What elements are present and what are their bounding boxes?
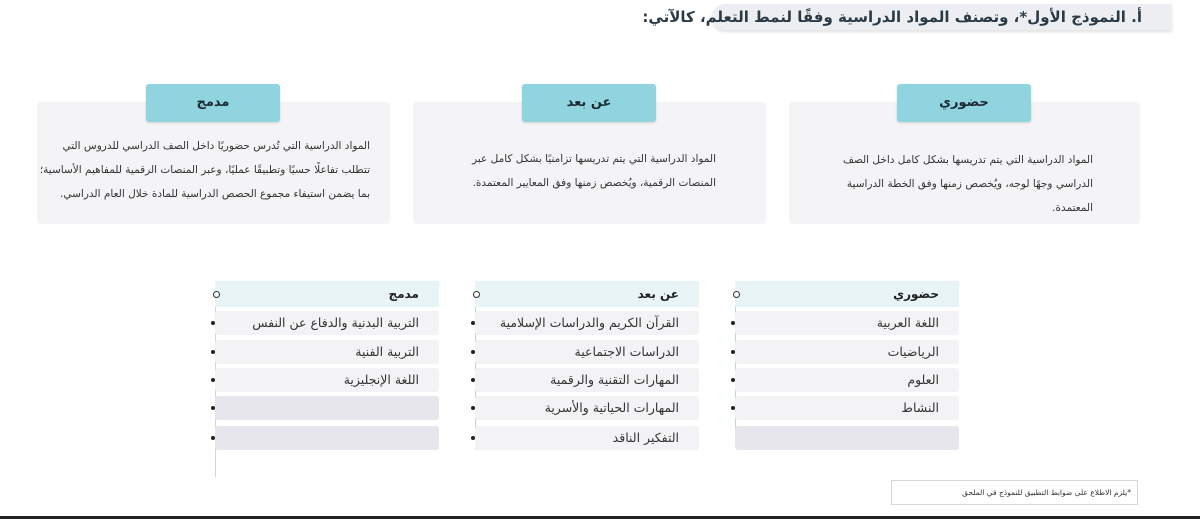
- list-item: اللغة الإنجليزية: [215, 368, 439, 392]
- list-item: القرآن الكريم والدراسات الإسلامية: [475, 311, 699, 335]
- bullet-dot-icon: [731, 378, 735, 382]
- list-item: الرياضيات: [735, 340, 959, 364]
- bullet-dot-icon: [471, 436, 475, 440]
- bullet-dot-icon: [731, 350, 735, 354]
- list-item: اللغة العربية: [735, 311, 959, 335]
- bullet-dot-icon: [731, 406, 735, 410]
- list-item-empty: [215, 396, 439, 420]
- bullet-dot-icon: [471, 378, 475, 382]
- bullet-dot-icon: [211, 378, 215, 382]
- bullet-dot-icon: [471, 406, 475, 410]
- card-in-person-text: [793, 148, 1093, 220]
- list-item: التربية الفنية: [215, 340, 439, 364]
- column-title: عن بعد: [637, 287, 679, 301]
- list-item: النشاط: [735, 396, 959, 420]
- list-item: المهارات التقنية والرقمية: [475, 368, 699, 392]
- card-blended-label: مدمج: [146, 84, 280, 122]
- bullet-dot-icon: [471, 350, 475, 354]
- list-item: المهارات الحياتية والأسرية: [475, 396, 699, 420]
- bullet-circle-icon: [473, 291, 480, 298]
- column-in-person: [735, 281, 959, 415]
- card-text-line: المواد الدراسية التي تُدرس حضوريًا داخل الصف الدراسي للدروس التي: [62, 140, 370, 152]
- bullet-dot-icon: [211, 350, 215, 354]
- card-text-line: المواد الدراسية التي يتم تدريسها بشكل كامل داخل الصف: [842, 154, 1093, 166]
- column-remote: [475, 281, 699, 445]
- bullet-circle-icon: [213, 291, 220, 298]
- card-text-line: بما يضمن استيفاء مجموع الحصص الدراسية للمادة خلال العام الدراسي.: [60, 188, 370, 200]
- column-title: مدمج: [388, 287, 419, 301]
- card-text-line: المعتمدة.: [1052, 202, 1093, 214]
- section-title: أ. النموذج الأول*، وتصنف المواد الدراسية وفقًا لنمط التعلم، كالآتي:: [642, 8, 1142, 26]
- column-blended: [215, 281, 439, 387]
- column-header: [735, 281, 959, 307]
- bullet-circle-icon: [733, 291, 740, 298]
- card-remote-text: [416, 147, 716, 195]
- column-title: حضوري: [893, 287, 939, 301]
- card-text-line: الدراسي وجهًا لوجه، ويُخصص زمنها وفق الخطة الدراسية: [846, 178, 1093, 190]
- list-item-empty: [215, 426, 439, 450]
- list-item: التفكير الناقد: [475, 426, 699, 450]
- card-in-person-label: حضوري: [897, 84, 1031, 122]
- list-item-empty: [735, 426, 959, 450]
- card-blended-text: [35, 134, 370, 206]
- bullet-dot-icon: [471, 321, 475, 325]
- bullet-dot-icon: [731, 321, 735, 325]
- card-remote-label: عن بعد: [522, 84, 656, 122]
- list-item: الدراسات الاجتماعية: [475, 340, 699, 364]
- column-header: [215, 281, 439, 307]
- card-text-line: المنصات الرقمية، ويُخصص زمنها وفق المعايير المعتمدة.: [472, 177, 716, 189]
- footnote: *يلزم الاطلاع على ضوابط التطبيق للنموذج في الملحق: [891, 480, 1138, 505]
- card-text-line: تتطلب تفاعلًا حسيًا وتطبيقًا عمليًا، وعبر المنصات الرقمية للمفاهيم الأساسية؛: [39, 164, 370, 176]
- card-text-line: المواد الدراسية التي يتم تدريسها تزامنيًا بشكل كامل عبر: [472, 153, 716, 165]
- list-item: العلوم: [735, 368, 959, 392]
- bullet-dot-icon: [211, 436, 215, 440]
- column-header: [475, 281, 699, 307]
- bullet-dot-icon: [211, 406, 215, 410]
- section-title-bar: [642, 4, 1172, 30]
- list-item: التربية البدنية والدفاع عن النفس: [215, 311, 439, 335]
- bullet-dot-icon: [211, 321, 215, 325]
